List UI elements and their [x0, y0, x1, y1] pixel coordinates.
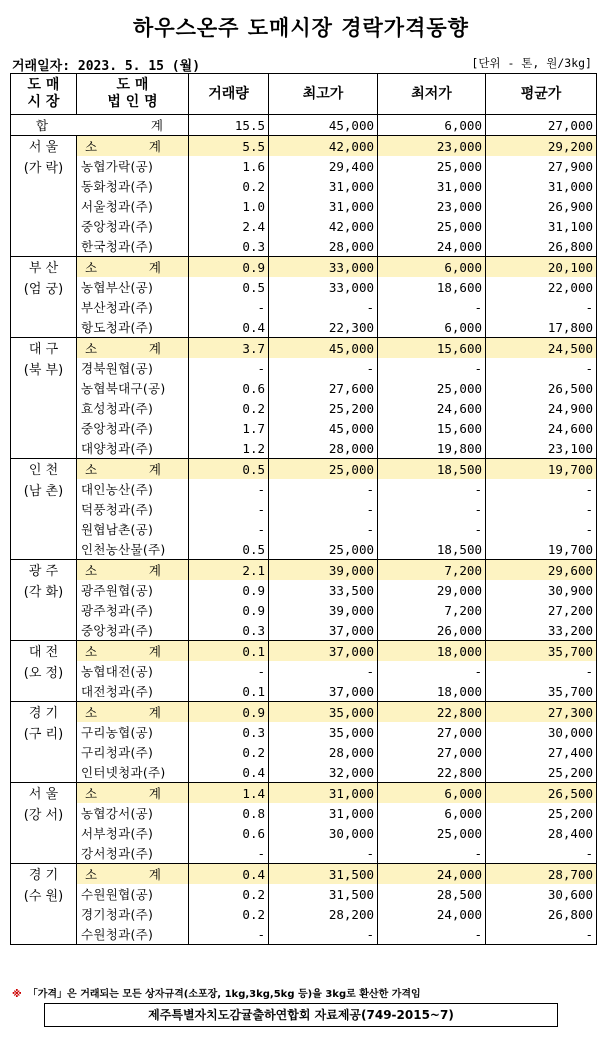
cell-volume: - [189, 479, 269, 499]
cell-min: 28,500 [378, 884, 486, 904]
cell-avg: 31,000 [486, 176, 597, 196]
table-row [11, 620, 597, 641]
total-max: 45,000 [269, 115, 378, 136]
region-market: (가 락) [23, 161, 64, 176]
subtotal-row [11, 783, 597, 804]
cell-volume: 0.2 [189, 742, 269, 762]
cell-max: 32,000 [269, 762, 378, 783]
cell-max: - [269, 519, 378, 539]
cell-volume: 0.5 [189, 539, 269, 560]
cell-max: 25,200 [269, 398, 378, 418]
cell-min: 25,000 [378, 156, 486, 176]
price-table [10, 73, 597, 945]
cell-max: - [269, 479, 378, 499]
firm-name: 대인농산(주) [77, 479, 189, 499]
cell-max: - [269, 661, 378, 681]
cell-volume: 0.2 [189, 176, 269, 196]
table-row [11, 418, 597, 438]
firm-name: 농협부산(공) [77, 277, 189, 297]
subtotal-label: 소 계 [77, 257, 189, 278]
cell-max: - [269, 499, 378, 519]
firm-name: 농협가락(공) [77, 156, 189, 176]
cell-avg: 27,400 [486, 742, 597, 762]
firm-name: 농협대전(공) [77, 661, 189, 681]
region-cell [11, 257, 77, 338]
subtotal-min: 6,000 [378, 783, 486, 804]
firm-name: 강서청과(주) [77, 843, 189, 864]
firm-name: 농협강서(공) [77, 803, 189, 823]
region-market: (각 화) [23, 585, 64, 600]
cell-avg: 26,800 [486, 904, 597, 924]
table-row [11, 378, 597, 398]
subtotal-volume: 0.1 [189, 641, 269, 662]
region-market: (수 원) [23, 889, 64, 904]
total-min: 6,000 [378, 115, 486, 136]
cell-avg: 27,900 [486, 156, 597, 176]
cell-avg: - [486, 843, 597, 864]
cell-max: - [269, 358, 378, 378]
total-label: 합 계 [11, 115, 189, 136]
table-row [11, 196, 597, 216]
cell-max: 31,000 [269, 196, 378, 216]
table-row [11, 499, 597, 519]
cell-avg: 35,700 [486, 681, 597, 702]
firm-name: 효성청과(주) [77, 398, 189, 418]
cell-min: 18,000 [378, 681, 486, 702]
cell-volume: 0.9 [189, 580, 269, 600]
table-header-row [11, 74, 597, 115]
subtotal-avg: 28,700 [486, 864, 597, 885]
cell-volume: 0.6 [189, 378, 269, 398]
cell-min: - [378, 499, 486, 519]
header-volume: 거래량 [189, 74, 269, 115]
subtotal-row [11, 702, 597, 723]
cell-min: 27,000 [378, 742, 486, 762]
firm-name: 동화청과(주) [77, 176, 189, 196]
region-market: (오 정) [23, 666, 64, 681]
cell-max: 28,000 [269, 236, 378, 257]
table-row [11, 661, 597, 681]
region-name: 서 울 [28, 140, 59, 155]
cell-avg: 28,400 [486, 823, 597, 843]
firm-name: 서울청과(주) [77, 196, 189, 216]
table-row [11, 398, 597, 418]
trade-date: 거래일자: 2023. 5. 15 (월) [12, 59, 201, 74]
subtotal-avg: 24,500 [486, 338, 597, 359]
firm-name: 항도청과(주) [77, 317, 189, 338]
subtotal-row [11, 864, 597, 885]
region-cell [11, 459, 77, 560]
region-market: (남 촌) [23, 484, 64, 499]
table-row [11, 600, 597, 620]
cell-max: 27,600 [269, 378, 378, 398]
cell-volume: - [189, 499, 269, 519]
cell-volume: 0.6 [189, 823, 269, 843]
cell-min: 24,000 [378, 904, 486, 924]
cell-volume: 1.6 [189, 156, 269, 176]
cell-volume: 1.2 [189, 438, 269, 459]
cell-volume: 0.5 [189, 277, 269, 297]
subtotal-max: 31,000 [269, 783, 378, 804]
subtotal-min: 6,000 [378, 257, 486, 278]
firm-name: 경기청과(주) [77, 904, 189, 924]
subtotal-avg: 29,600 [486, 560, 597, 581]
cell-max: 31,000 [269, 803, 378, 823]
cell-max: 28,000 [269, 742, 378, 762]
subtotal-row [11, 257, 597, 278]
table-row [11, 277, 597, 297]
cell-volume: 0.8 [189, 803, 269, 823]
firm-name: 서부청과(주) [77, 823, 189, 843]
subtotal-max: 31,500 [269, 864, 378, 885]
cell-min: 25,000 [378, 216, 486, 236]
firm-name: 덕풍청과(주) [77, 499, 189, 519]
table-row [11, 803, 597, 823]
subtotal-label: 소 계 [77, 702, 189, 723]
firm-name: 광주청과(주) [77, 600, 189, 620]
subtotal-avg: 20,100 [486, 257, 597, 278]
firm-name: 부산청과(주) [77, 297, 189, 317]
cell-max: - [269, 843, 378, 864]
cell-volume: 1.7 [189, 418, 269, 438]
total-avg: 27,000 [486, 115, 597, 136]
subtotal-volume: 1.4 [189, 783, 269, 804]
region-market: (엄 궁) [23, 282, 64, 297]
region-name: 대 구 [28, 342, 59, 357]
cell-volume: - [189, 661, 269, 681]
cell-min: - [378, 661, 486, 681]
subtotal-max: 39,000 [269, 560, 378, 581]
cell-min: - [378, 519, 486, 539]
subtotal-volume: 0.9 [189, 702, 269, 723]
region-cell [11, 783, 77, 864]
table-row [11, 519, 597, 539]
cell-volume: 0.4 [189, 762, 269, 783]
cell-min: 26,000 [378, 620, 486, 641]
subtotal-label: 소 계 [77, 560, 189, 581]
region-name: 서 울 [28, 787, 59, 802]
table-row [11, 297, 597, 317]
cell-avg: - [486, 519, 597, 539]
cell-max: 30,000 [269, 823, 378, 843]
header-min: 최저가 [378, 74, 486, 115]
region-cell [11, 338, 77, 459]
subtotal-avg: 29,200 [486, 136, 597, 157]
cell-volume: - [189, 358, 269, 378]
firm-name: 농협북대구(공) [77, 378, 189, 398]
cell-avg: 26,500 [486, 378, 597, 398]
cell-avg: - [486, 661, 597, 681]
cell-max: - [269, 297, 378, 317]
table-row [11, 438, 597, 459]
cell-min: 25,000 [378, 823, 486, 843]
cell-min: - [378, 358, 486, 378]
subtotal-min: 7,200 [378, 560, 486, 581]
table-row [11, 823, 597, 843]
subtotal-label: 소 계 [77, 136, 189, 157]
region-name: 경 기 [28, 868, 59, 883]
region-name: 인 천 [28, 463, 59, 478]
cell-min: 23,000 [378, 196, 486, 216]
subtotal-min: 22,800 [378, 702, 486, 723]
subtotal-row [11, 459, 597, 480]
cell-min: 24,600 [378, 398, 486, 418]
subtotal-avg: 27,300 [486, 702, 597, 723]
cell-avg: 24,900 [486, 398, 597, 418]
cell-avg: 19,700 [486, 539, 597, 560]
region-name: 경 기 [28, 706, 59, 721]
cell-avg: 26,800 [486, 236, 597, 257]
firm-name: 중앙청과(주) [77, 216, 189, 236]
region-market: (구 리) [23, 727, 64, 742]
subtotal-min: 18,000 [378, 641, 486, 662]
firm-name: 수원원협(공) [77, 884, 189, 904]
cell-max: 29,400 [269, 156, 378, 176]
note-text: 「가격」은 거래되는 모든 상자규격(소포장, 1kg,3kg,5kg 등)을 3kg로 환산한 가격임 [27, 989, 421, 1000]
cell-max: 33,000 [269, 277, 378, 297]
subtotal-volume: 3.7 [189, 338, 269, 359]
cell-min: - [378, 843, 486, 864]
table-row [11, 681, 597, 702]
header-max: 최고가 [269, 74, 378, 115]
cell-volume: 0.9 [189, 600, 269, 620]
cell-min: 25,000 [378, 378, 486, 398]
firm-name: 대전청과(주) [77, 681, 189, 702]
table-row [11, 924, 597, 945]
cell-max: - [269, 924, 378, 945]
cell-max: 28,200 [269, 904, 378, 924]
cell-avg: 17,800 [486, 317, 597, 338]
subtotal-row [11, 338, 597, 359]
cell-volume: - [189, 519, 269, 539]
cell-max: 37,000 [269, 681, 378, 702]
cell-min: - [378, 297, 486, 317]
subtotal-max: 42,000 [269, 136, 378, 157]
cell-volume: 1.0 [189, 196, 269, 216]
page-title: 하우스온주 도매시장 경락가격동향 [133, 16, 469, 40]
cell-avg: 27,200 [486, 600, 597, 620]
cell-avg: - [486, 479, 597, 499]
cell-max: 25,000 [269, 539, 378, 560]
cell-min: 27,000 [378, 722, 486, 742]
region-cell [11, 641, 77, 702]
subtotal-volume: 0.9 [189, 257, 269, 278]
header-avg: 평균가 [486, 74, 597, 115]
subtotal-min: 18,500 [378, 459, 486, 480]
header-region: 도 매 시 장 [11, 74, 77, 115]
subtotal-avg: 19,700 [486, 459, 597, 480]
cell-max: 42,000 [269, 216, 378, 236]
subtotal-label: 소 계 [77, 459, 189, 480]
cell-volume: 0.3 [189, 236, 269, 257]
cell-volume: - [189, 924, 269, 945]
cell-volume: 0.3 [189, 722, 269, 742]
table-row [11, 236, 597, 257]
region-cell [11, 702, 77, 783]
table-row [11, 176, 597, 196]
cell-min: - [378, 924, 486, 945]
table-row [11, 580, 597, 600]
firm-name: 원협남촌(공) [77, 519, 189, 539]
cell-max: 28,000 [269, 438, 378, 459]
cell-min: 31,000 [378, 176, 486, 196]
subtotal-max: 25,000 [269, 459, 378, 480]
table-row [11, 317, 597, 338]
subtotal-avg: 35,700 [486, 641, 597, 662]
subtotal-volume: 0.4 [189, 864, 269, 885]
subtotal-avg: 26,500 [486, 783, 597, 804]
cell-min: 15,600 [378, 418, 486, 438]
subtotal-label: 소 계 [77, 641, 189, 662]
firm-name: 경북원협(공) [77, 358, 189, 378]
cell-avg: 30,900 [486, 580, 597, 600]
cell-max: 31,500 [269, 884, 378, 904]
subtotal-row [11, 560, 597, 581]
cell-max: 31,000 [269, 176, 378, 196]
region-market: (북 부) [23, 363, 64, 378]
region-cell [11, 136, 77, 257]
cell-min: 7,200 [378, 600, 486, 620]
table-row [11, 216, 597, 236]
total-row [11, 115, 597, 136]
cell-min: 22,800 [378, 762, 486, 783]
cell-max: 35,000 [269, 722, 378, 742]
subtotal-max: 45,000 [269, 338, 378, 359]
cell-min: 6,000 [378, 803, 486, 823]
unit-label: [단위 - 톤, 원/3kg] [471, 56, 592, 70]
subtotal-min: 24,000 [378, 864, 486, 885]
subtotal-label: 소 계 [77, 864, 189, 885]
cell-min: 6,000 [378, 317, 486, 338]
cell-max: 37,000 [269, 620, 378, 641]
table-row [11, 358, 597, 378]
cell-max: 33,500 [269, 580, 378, 600]
source-box: 제주특별자치도감귤출하연합회 자료제공(749-2015~7) [44, 1003, 558, 1027]
firm-name: 한국청과(주) [77, 236, 189, 257]
firm-name: 광주원협(공) [77, 580, 189, 600]
table-row [11, 156, 597, 176]
cell-avg: 24,600 [486, 418, 597, 438]
cell-avg: 26,900 [486, 196, 597, 216]
cell-volume: 0.2 [189, 904, 269, 924]
cell-avg: 30,600 [486, 884, 597, 904]
cell-volume: 0.4 [189, 317, 269, 338]
subtotal-volume: 2.1 [189, 560, 269, 581]
cell-avg: 25,200 [486, 762, 597, 783]
table-row [11, 479, 597, 499]
cell-avg: - [486, 358, 597, 378]
cell-min: 19,800 [378, 438, 486, 459]
firm-name: 구리농협(공) [77, 722, 189, 742]
cell-avg: - [486, 297, 597, 317]
cell-avg: 23,100 [486, 438, 597, 459]
cell-max: 22,300 [269, 317, 378, 338]
subtotal-max: 33,000 [269, 257, 378, 278]
subtotal-min: 23,000 [378, 136, 486, 157]
region-cell [11, 864, 77, 945]
table-row [11, 742, 597, 762]
subtotal-volume: 5.5 [189, 136, 269, 157]
cell-volume: 0.3 [189, 620, 269, 641]
cell-volume: 0.2 [189, 884, 269, 904]
subtotal-max: 37,000 [269, 641, 378, 662]
subtotal-label: 소 계 [77, 783, 189, 804]
firm-name: 인천농산물(주) [77, 539, 189, 560]
table-row [11, 843, 597, 864]
firm-name: 인터넷청과(주) [77, 762, 189, 783]
table-row [11, 904, 597, 924]
cell-avg: - [486, 499, 597, 519]
subtotal-max: 35,000 [269, 702, 378, 723]
firm-name: 중앙청과(주) [77, 620, 189, 641]
cell-min: 24,000 [378, 236, 486, 257]
cell-volume: 0.1 [189, 681, 269, 702]
firm-name: 수원청과(주) [77, 924, 189, 945]
cell-avg: 30,000 [486, 722, 597, 742]
table-row [11, 722, 597, 742]
cell-min: - [378, 479, 486, 499]
price-note [12, 985, 421, 1000]
cell-avg: 33,200 [486, 620, 597, 641]
firm-name: 구리청과(주) [77, 742, 189, 762]
cell-max: 45,000 [269, 418, 378, 438]
note-mark: ※ [12, 989, 22, 1000]
region-name: 부 산 [28, 261, 59, 276]
subtotal-min: 15,600 [378, 338, 486, 359]
total-volume: 15.5 [189, 115, 269, 136]
cell-volume: 2.4 [189, 216, 269, 236]
cell-min: 18,600 [378, 277, 486, 297]
subtotal-label: 소 계 [77, 338, 189, 359]
cell-avg: 25,200 [486, 803, 597, 823]
cell-avg: - [486, 924, 597, 945]
cell-avg: 31,100 [486, 216, 597, 236]
cell-avg: 22,000 [486, 277, 597, 297]
region-market: (강 서) [23, 808, 64, 823]
cell-min: 29,000 [378, 580, 486, 600]
region-cell [11, 560, 77, 641]
table-row [11, 539, 597, 560]
table-row [11, 762, 597, 783]
region-name: 광 주 [28, 564, 59, 579]
firm-name: 중앙청과(주) [77, 418, 189, 438]
firm-name: 대양청과(주) [77, 438, 189, 459]
cell-volume: - [189, 297, 269, 317]
cell-min: 18,500 [378, 539, 486, 560]
cell-volume: 0.2 [189, 398, 269, 418]
cell-volume: - [189, 843, 269, 864]
subtotal-row [11, 136, 597, 157]
header-firm: 도 매 법 인 명 [77, 74, 189, 115]
subtotal-volume: 0.5 [189, 459, 269, 480]
cell-max: 39,000 [269, 600, 378, 620]
table-row [11, 884, 597, 904]
subtotal-row [11, 641, 597, 662]
region-name: 대 전 [28, 645, 59, 660]
